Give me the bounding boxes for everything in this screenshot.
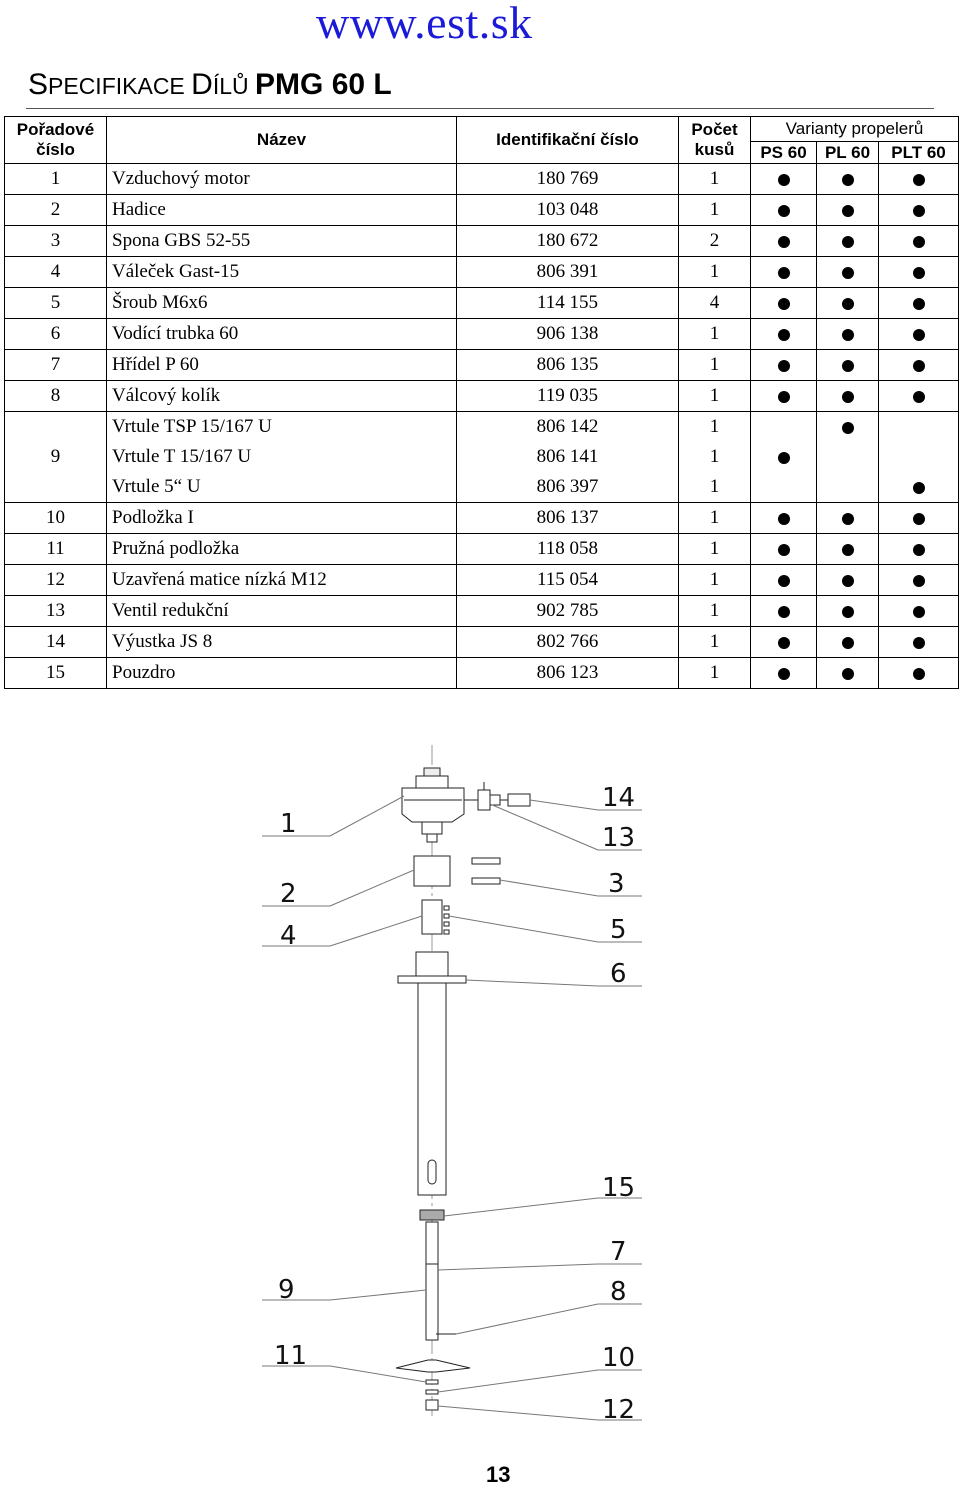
cell-order: 15 — [5, 658, 107, 689]
cell-id: 806 137 — [457, 503, 679, 534]
table-row — [5, 627, 959, 658]
leader-lines — [262, 796, 642, 1420]
label-2: 2 — [280, 879, 297, 909]
cell-variant — [817, 288, 879, 319]
cell-variant — [751, 412, 817, 443]
cell-name: Pružná podložka — [107, 534, 457, 565]
cell-id: 115 054 — [457, 565, 679, 596]
variant-dot-icon — [842, 575, 854, 587]
clamp-1 — [472, 858, 500, 864]
cell-qty: 1 — [679, 195, 751, 226]
cell-order: 10 — [5, 503, 107, 534]
cell-name: Ventil redukční — [107, 596, 457, 627]
cell-variant — [751, 565, 817, 596]
cell-variant — [817, 257, 879, 288]
variant-dot-icon — [913, 267, 925, 279]
header-name: Název — [107, 117, 457, 164]
label-8: 8 — [610, 1277, 627, 1307]
variant-dot-icon — [778, 298, 790, 310]
variant-dot-icon — [913, 668, 925, 680]
variant-dot-icon — [842, 513, 854, 525]
header-variant-ps60: PS 60 — [751, 142, 817, 164]
cell-order: 2 — [5, 195, 107, 226]
table-row — [5, 288, 959, 319]
diagram-labels — [274, 783, 635, 1425]
variant-dot-icon — [913, 513, 925, 525]
guide-tube-flange — [398, 976, 466, 983]
reduction-valve — [478, 790, 490, 810]
cell-variant — [879, 288, 959, 319]
bushing — [420, 1210, 444, 1220]
exploded-parts-diagram — [0, 730, 960, 1460]
cell-qty: 1 — [679, 442, 751, 472]
variant-dot-icon — [913, 360, 925, 372]
cell-variant — [879, 257, 959, 288]
cell-qty: 1 — [679, 658, 751, 689]
label-10: 10 — [602, 1343, 636, 1373]
cell-qty: 1 — [679, 412, 751, 443]
variant-dot-icon — [778, 513, 790, 525]
variant-dot-icon — [842, 391, 854, 403]
cell-id: 114 155 — [457, 288, 679, 319]
cell-variant — [879, 164, 959, 195]
cell-variant — [879, 534, 959, 565]
label-9: 9 — [278, 1275, 295, 1305]
label-5: 5 — [610, 915, 627, 945]
cell-id: 806 142 — [457, 412, 679, 443]
title-cap-1: S — [28, 68, 49, 101]
header-order: Pořadové číslo — [5, 117, 107, 164]
header-qty: Počet kusů — [679, 117, 751, 164]
table-row — [5, 503, 959, 534]
table-row — [5, 565, 959, 596]
cell-qty: 1 — [679, 164, 751, 195]
cell-variant — [817, 195, 879, 226]
cell-id: 180 672 — [457, 226, 679, 257]
cell-qty: 1 — [679, 350, 751, 381]
cell-name: Šroub M6x6 — [107, 288, 457, 319]
cell-name: Válcový kolík — [107, 381, 457, 412]
cell-id: 906 138 — [457, 319, 679, 350]
cell-order: 7 — [5, 350, 107, 381]
variant-dot-icon — [842, 267, 854, 279]
cell-variant — [751, 534, 817, 565]
spec-table — [4, 116, 959, 689]
cell-order: 8 — [5, 381, 107, 412]
cell-order: 6 — [5, 319, 107, 350]
cell-variant — [817, 412, 879, 443]
table-row — [5, 319, 959, 350]
cell-name: Vzduchový motor — [107, 164, 457, 195]
title-model: PMG 60 L — [255, 68, 392, 101]
title-rest-2: ÍLŮ — [212, 73, 256, 99]
cell-variant — [751, 658, 817, 689]
cell-variant — [817, 596, 879, 627]
page-title — [28, 68, 392, 102]
table-row — [5, 412, 959, 443]
cell-id: 103 048 — [457, 195, 679, 226]
label-15: 15 — [602, 1173, 636, 1203]
cell-id: 806 141 — [457, 442, 679, 472]
cell-qty: 1 — [679, 472, 751, 503]
variant-dot-icon — [778, 637, 790, 649]
spec-body — [5, 164, 959, 689]
variant-dot-icon — [913, 544, 925, 556]
table-row — [5, 164, 959, 195]
cell-variant — [751, 627, 817, 658]
cell-variant — [879, 319, 959, 350]
cell-name: Váleček Gast-15 — [107, 257, 457, 288]
cell-variant — [751, 350, 817, 381]
cell-id: 806 391 — [457, 257, 679, 288]
variant-dot-icon — [778, 544, 790, 556]
roller — [422, 900, 442, 934]
cell-qty: 1 — [679, 319, 751, 350]
variant-dot-icon — [842, 668, 854, 680]
label-6: 6 — [610, 959, 627, 989]
table-row — [5, 195, 959, 226]
cell-order: 13 — [5, 596, 107, 627]
variant-dot-icon — [778, 668, 790, 680]
variant-dot-icon — [913, 482, 925, 494]
label-13: 13 — [602, 823, 636, 853]
cell-qty: 4 — [679, 288, 751, 319]
cell-variant — [879, 381, 959, 412]
cell-name: Hadice — [107, 195, 457, 226]
cell-variant — [879, 350, 959, 381]
cell-order: 11 — [5, 534, 107, 565]
table-row — [5, 257, 959, 288]
drawing-parts — [396, 745, 530, 1420]
cell-variant — [751, 381, 817, 412]
table-row — [5, 534, 959, 565]
cell-order: 12 — [5, 565, 107, 596]
variant-dot-icon — [778, 236, 790, 248]
variant-dot-icon — [913, 575, 925, 587]
label-14: 14 — [602, 783, 636, 813]
variant-dot-icon — [778, 452, 790, 464]
table-row — [5, 226, 959, 257]
cell-id: 119 035 — [457, 381, 679, 412]
variant-dot-icon — [913, 205, 925, 217]
variant-dot-icon — [842, 422, 854, 434]
cell-name: Vodící trubka 60 — [107, 319, 457, 350]
cell-variant — [817, 627, 879, 658]
cell-variant — [751, 472, 817, 503]
variant-dot-icon — [842, 298, 854, 310]
title-rest-1: PECIFIKACE — [48, 73, 192, 99]
cell-qty: 1 — [679, 627, 751, 658]
variant-dot-icon — [778, 174, 790, 186]
cell-variant — [879, 565, 959, 596]
label-3: 3 — [608, 869, 625, 899]
label-4: 4 — [280, 921, 297, 951]
cell-variant — [879, 503, 959, 534]
header-variant-pl60: PL 60 — [817, 142, 879, 164]
cell-variant — [751, 319, 817, 350]
variant-dot-icon — [842, 329, 854, 341]
cell-variant — [817, 226, 879, 257]
site-url[interactable]: www.est.sk — [316, 0, 533, 48]
cell-qty: 1 — [679, 381, 751, 412]
cell-order: 4 — [5, 257, 107, 288]
cell-variant — [817, 381, 879, 412]
outlet-nozzle — [508, 794, 530, 806]
cell-qty: 1 — [679, 534, 751, 565]
cell-name: Výustka JS 8 — [107, 627, 457, 658]
table-row — [5, 350, 959, 381]
title-cap-2: D — [191, 68, 213, 101]
label-12: 12 — [602, 1395, 636, 1425]
variant-dot-icon — [778, 205, 790, 217]
cell-variant — [751, 257, 817, 288]
cell-variant — [817, 319, 879, 350]
cell-variant — [879, 195, 959, 226]
cell-id: 180 769 — [457, 164, 679, 195]
variant-dot-icon — [778, 575, 790, 587]
cell-qty: 1 — [679, 565, 751, 596]
cell-id: 806 397 — [457, 472, 679, 503]
cell-qty: 1 — [679, 596, 751, 627]
variant-dot-icon — [842, 174, 854, 186]
table-row — [5, 658, 959, 689]
title-rule — [26, 108, 934, 109]
cell-id: 118 058 — [457, 534, 679, 565]
variant-dot-icon — [778, 329, 790, 341]
header-variant-plt60: PLT 60 — [879, 142, 959, 164]
table-row — [5, 472, 959, 503]
variant-dot-icon — [778, 391, 790, 403]
cell-variant — [817, 658, 879, 689]
shaft — [426, 1222, 438, 1340]
cell-variant — [751, 288, 817, 319]
label-11: 11 — [274, 1341, 308, 1371]
cell-variant — [751, 596, 817, 627]
cell-variant — [879, 226, 959, 257]
air-motor-body — [402, 788, 464, 822]
variant-dot-icon — [842, 637, 854, 649]
cell-variant — [817, 472, 879, 503]
variant-dot-icon — [913, 174, 925, 186]
cell-name: Vrtule T 15/167 U — [107, 442, 457, 472]
cell-order: 9 — [5, 412, 107, 503]
cell-id: 802 766 — [457, 627, 679, 658]
cell-name: Vrtule TSP 15/167 U — [107, 412, 457, 443]
cell-qty: 1 — [679, 257, 751, 288]
variant-dot-icon — [778, 360, 790, 372]
cell-name: Spona GBS 52-55 — [107, 226, 457, 257]
variant-dot-icon — [778, 267, 790, 279]
cell-order: 3 — [5, 226, 107, 257]
cell-variant — [817, 164, 879, 195]
cell-variant — [879, 596, 959, 627]
cell-variant — [817, 503, 879, 534]
variant-dot-icon — [842, 236, 854, 248]
variant-dot-icon — [913, 637, 925, 649]
cell-variant — [751, 164, 817, 195]
cell-name: Uzavřená matice nízká M12 — [107, 565, 457, 596]
cell-name: Podložka I — [107, 503, 457, 534]
variant-dot-icon — [842, 606, 854, 618]
cell-variant — [751, 226, 817, 257]
table-row — [5, 381, 959, 412]
variant-dot-icon — [842, 205, 854, 217]
cell-variant — [817, 534, 879, 565]
table-row — [5, 596, 959, 627]
cell-variant — [751, 195, 817, 226]
variant-dot-icon — [842, 544, 854, 556]
cell-name: Vrtule 5“ U — [107, 472, 457, 503]
variant-dot-icon — [778, 606, 790, 618]
cell-variant — [879, 658, 959, 689]
cell-id: 806 123 — [457, 658, 679, 689]
cell-variant — [817, 565, 879, 596]
cell-order: 1 — [5, 164, 107, 195]
clamp-2 — [472, 878, 500, 884]
cell-qty: 1 — [679, 503, 751, 534]
cell-variant — [879, 442, 959, 472]
cell-variant — [751, 442, 817, 472]
cell-id: 806 135 — [457, 350, 679, 381]
cell-variant — [751, 503, 817, 534]
cell-variant — [817, 442, 879, 472]
table-row — [5, 442, 959, 472]
header-id: Identifikační číslo — [457, 117, 679, 164]
cell-name: Hřídel P 60 — [107, 350, 457, 381]
label-1: 1 — [280, 809, 297, 839]
cell-variant — [879, 627, 959, 658]
propeller — [396, 1360, 470, 1372]
cell-variant — [879, 472, 959, 503]
cell-order: 14 — [5, 627, 107, 658]
variant-dot-icon — [913, 391, 925, 403]
variant-dot-icon — [913, 329, 925, 341]
cell-qty: 2 — [679, 226, 751, 257]
page-number: 13 — [486, 1462, 511, 1487]
label-7: 7 — [610, 1237, 627, 1267]
cell-name: Pouzdro — [107, 658, 457, 689]
cell-variant — [879, 412, 959, 443]
variant-dot-icon — [913, 606, 925, 618]
hose — [414, 856, 450, 886]
variant-dot-icon — [913, 236, 925, 248]
header-variants: Varianty propelerů — [751, 117, 959, 142]
variant-dot-icon — [913, 298, 925, 310]
cell-order: 5 — [5, 288, 107, 319]
variant-dot-icon — [842, 360, 854, 372]
cell-variant — [817, 350, 879, 381]
cell-id: 902 785 — [457, 596, 679, 627]
